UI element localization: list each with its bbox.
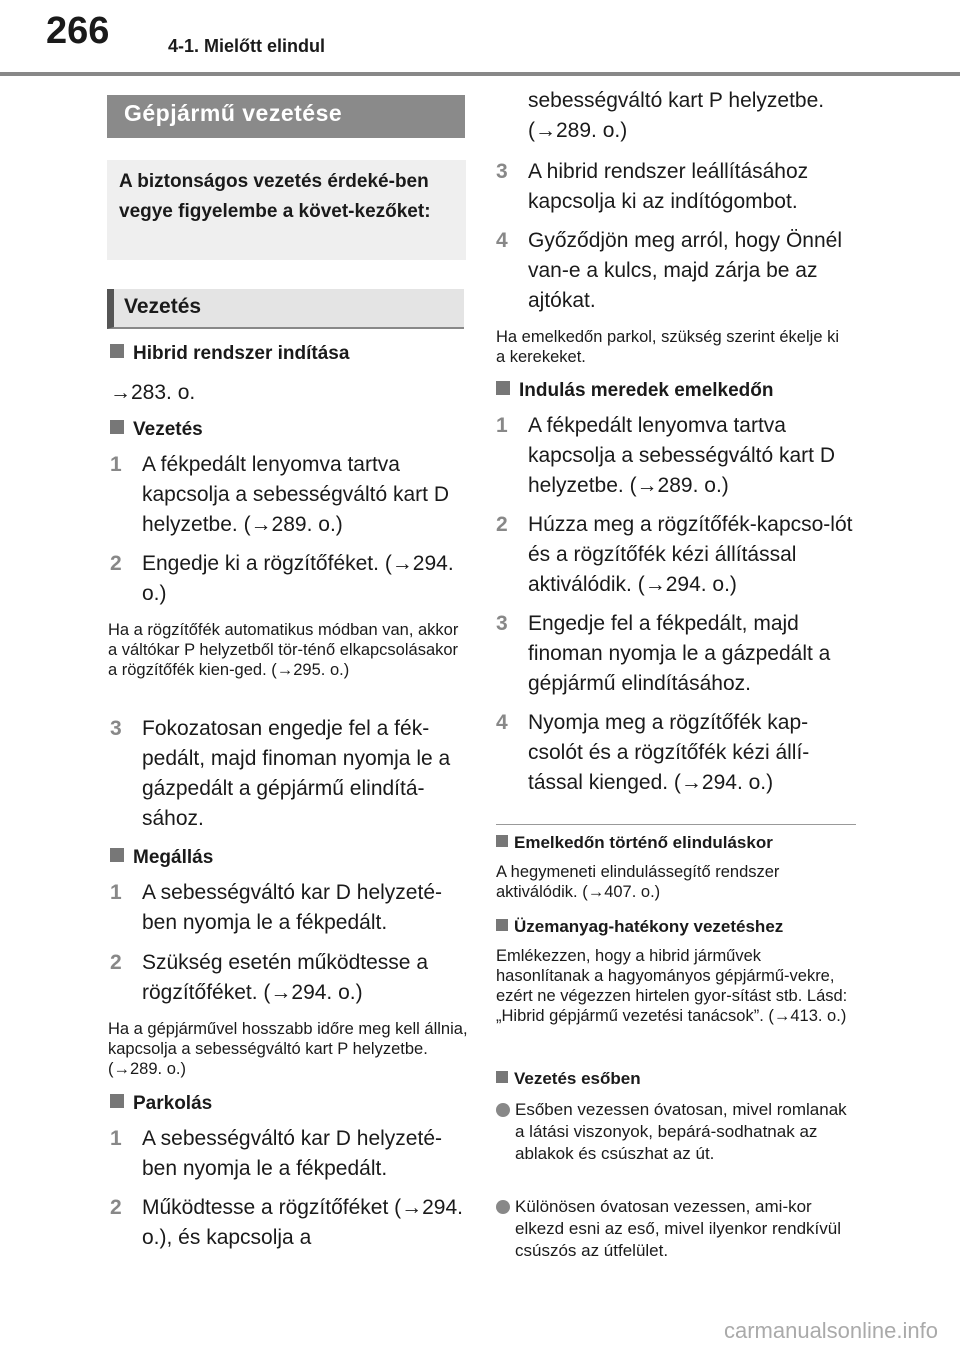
note-heading-rain: Vezetés esőben (496, 1069, 641, 1089)
circle-bullet-icon (496, 1103, 510, 1117)
subsection-bar (107, 289, 464, 329)
driving-note: Ha a rögzítőfék automatikus módban van, akkor a váltókar P helyzetből tör-ténő elkapcsolásakor a rögzítőfék kien-ged. (→295. o.) (108, 621, 459, 679)
intro-text: A biztonságos vezetés érdeké-ben vegye figyelembe a követ-kezőket: (119, 171, 431, 222)
intro-box (107, 160, 466, 260)
square-bullet-icon (110, 848, 124, 862)
notes-divider (496, 824, 856, 825)
page-header (0, 0, 960, 76)
heading-hill-start: Indulás meredek emelkedőn (496, 380, 774, 402)
park-note: Ha emelkedőn parkol, szükség szerint ékelje ki a kerekeket. (496, 328, 839, 366)
note-hill-text: A hegymeneti elindulássegítő rendszer aktiválódik. (→407. o.) (496, 863, 780, 901)
square-bullet-icon (496, 1071, 508, 1083)
header-rule (0, 72, 960, 76)
stop-note: Ha a gépjárművel hosszabb időre meg kell állnia, kapcsolja a sebességváltó kart P helyzetbe. (→289. o.) (108, 1020, 468, 1078)
park-step-2-continued: sebességváltó kart P helyzetbe. (→289. o.) (528, 89, 825, 142)
subsection-title: Vezetés (124, 295, 202, 318)
note-heading-hill: Emelkedőn történő elinduláskor (496, 833, 773, 853)
page-number: 266 (46, 10, 110, 52)
square-bullet-icon (496, 919, 508, 931)
start-reference: →283. o. (110, 381, 196, 404)
circle-bullet-icon (496, 1200, 510, 1214)
square-bullet-icon (110, 1094, 124, 1108)
heading-start: Hibrid rendszer indítása (110, 343, 349, 365)
heading-stop: Megállás (110, 847, 213, 869)
square-bullet-icon (110, 344, 124, 358)
note-heading-fuel: Üzemanyag-hatékony vezetéshez (496, 917, 783, 937)
section-title: 4-1. Mielőtt elindul (168, 36, 326, 56)
square-bullet-icon (110, 420, 124, 434)
square-bullet-icon (496, 381, 510, 395)
chapter-title-bar (107, 95, 465, 138)
heading-park: Parkolás (110, 1093, 212, 1115)
heading-driving: Vezetés (110, 419, 203, 441)
note-fuel-text: Emlékezzen, hogy a hibrid járművek hasonlítanak a hagyományos gépjármű-vekre, ezért ne végezzen hirtelen gyor-sítást stb. Lásd: „Hibrid gépjármű vezetési tanácsok”. (→413. o.) (496, 947, 848, 1025)
watermark-text: carmanualsonline.info (723, 1318, 938, 1343)
chapter-title: Gépjármű vezetése (124, 100, 343, 126)
square-bullet-icon (496, 835, 508, 847)
